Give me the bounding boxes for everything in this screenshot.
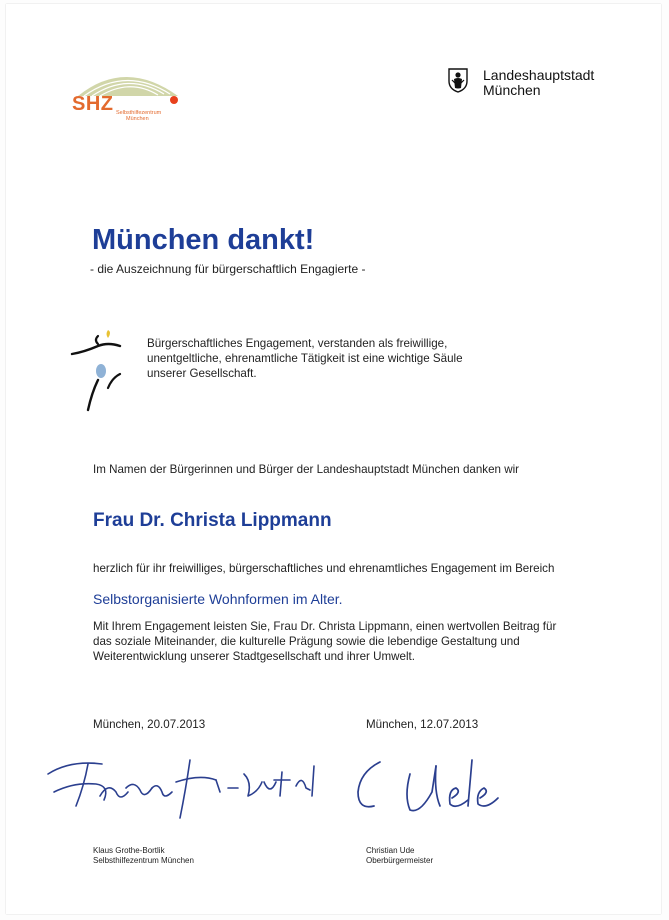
body-line2: das soziale Miteinander, die kulturelle Prägung sowie die lebendige Gestaltung und <box>93 635 520 648</box>
certificate-subtitle: - die Auszeichnung für bürgerschaftlich Engagierte - <box>90 262 366 276</box>
body-line1: Mit Ihrem Engagement leisten Sie, Frau Dr. Christa Lippmann, einen wertvollen Beitrag für <box>93 620 557 633</box>
engagement-area: Selbstorganisierte Wohnformen im Alter. <box>93 591 343 607</box>
city-name-line1: Landeshauptstadt <box>483 67 595 83</box>
signatory-left-name: Klaus Grothe-Bortlik <box>93 846 165 855</box>
shz-abbreviation: SHZ <box>72 93 114 115</box>
signatory-right-role: Oberbürgermeister <box>366 856 434 865</box>
body-paragraph <box>93 619 556 664</box>
shz-subtitle-line1: Selbsthilfezentrum <box>116 110 162 116</box>
signatory-left <box>93 846 194 866</box>
shz-logo <box>70 66 190 128</box>
quote-line1: Bürgerschaftliches Engagement, verstanden als freiwillige, <box>147 337 448 350</box>
shz-subtitle-line2: München <box>126 116 149 122</box>
signatory-right <box>366 846 433 866</box>
signatory-left-role: Selbsthilfezentrum München <box>93 856 194 865</box>
engagement-figure-icon <box>68 326 138 416</box>
signatory-right-name: Christian Ude <box>366 846 415 855</box>
body-line3: Weiterentwicklung unserer Stadtgesellschaft und ihrer Umwelt. <box>93 650 415 663</box>
engagement-quote <box>147 336 477 381</box>
intro-text: Im Namen der Bürgerinnen und Bürger der Landeshauptstadt München danken wir <box>93 463 520 476</box>
signature-grothe-bortlik <box>40 752 340 822</box>
city-name-line2: München <box>483 82 541 98</box>
signature-ude <box>340 752 520 822</box>
date-right: München, 12.07.2013 <box>366 718 479 731</box>
certificate-title: München dankt! <box>92 224 315 256</box>
date-left: München, 20.07.2013 <box>93 718 206 731</box>
recipient-name: Frau Dr. Christa Lippmann <box>93 510 332 531</box>
thanks-text: herzlich für ihr freiwilliges, bürgerschaftliches und ehrenamtliches Engagement im Bereich <box>93 562 555 575</box>
quote-line2: unentgeltliche, ehrenamtliche Tätigkeit ist eine wichtige Säule <box>147 352 463 365</box>
munich-monk-coat-of-arms-icon <box>447 67 469 93</box>
quote-line3: unserer Gesellschaft. <box>147 367 257 380</box>
